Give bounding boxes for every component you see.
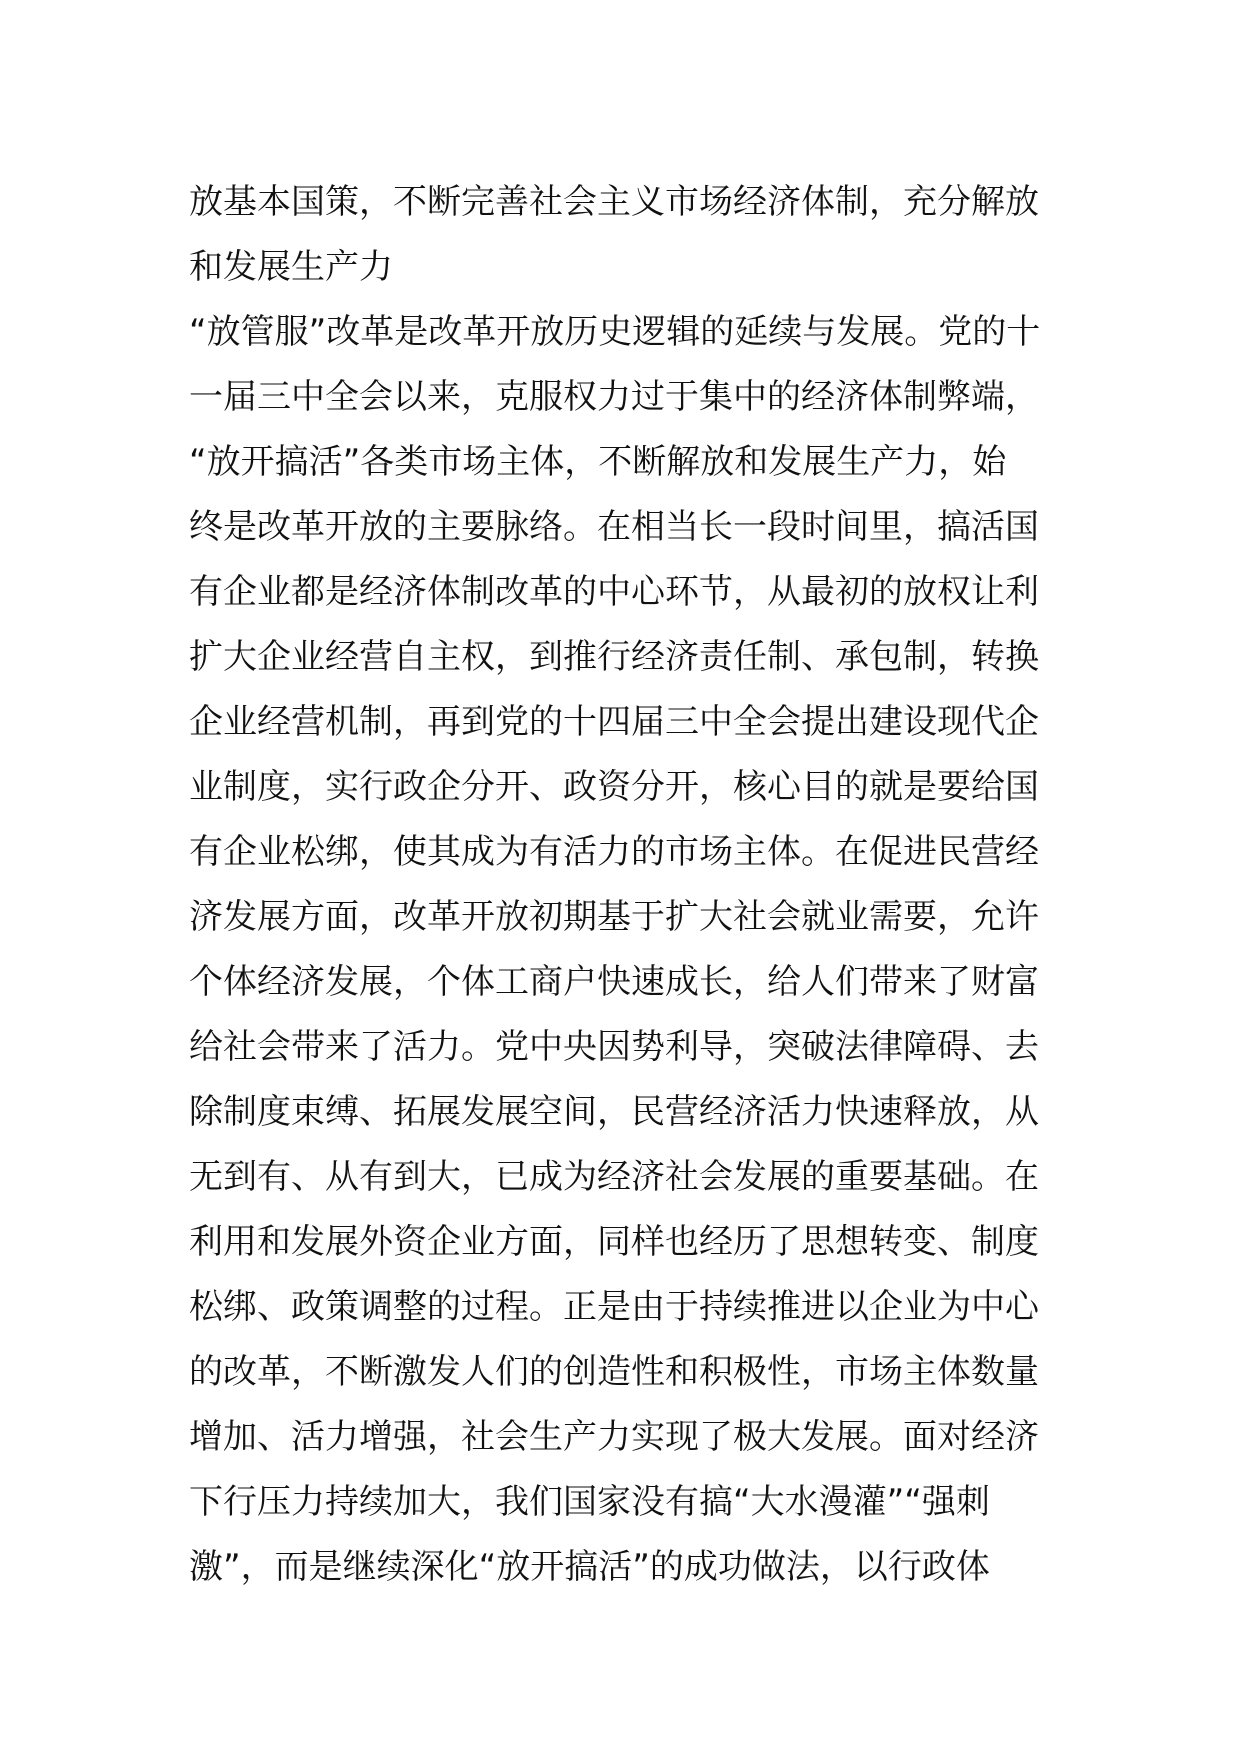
- text-line: 有企业都是经济体制改革的中心环节，从最初的放权让利: [189, 572, 1039, 612]
- text-line: 有企业松绑，使其成为有活力的市场主体。在促进民营经: [189, 832, 1039, 872]
- text-line: 个体经济发展，个体工商户快速成长，给人们带来了财富: [189, 962, 1039, 1002]
- text-line: 终是改革开放的主要脉络。在相当长一段时间里，搞活国: [189, 507, 1039, 547]
- text-line: 下行压力持续加大，我们国家没有搞“大水漫灌”“强刺: [189, 1482, 990, 1522]
- text-line: 利用和发展外资企业方面，同样也经历了思想转变、制度: [189, 1222, 1039, 1262]
- text-line: 放基本国策，不断完善社会主义市场经济体制，充分解放: [189, 182, 1039, 222]
- text-line: 一届三中全会以来，克服权力过于集中的经济体制弊端，: [189, 377, 1039, 417]
- text-line: “放开搞活”各类市场主体，不断解放和发展生产力，始: [189, 442, 1007, 482]
- text-line: 济发展方面，改革开放初期基于扩大社会就业需要，允许: [189, 897, 1039, 937]
- text-line: 除制度束缚、拓展发展空间，民营经济活力快速释放，从: [189, 1092, 1039, 1132]
- text-line: 无到有、从有到大，已成为经济社会发展的重要基础。在: [189, 1157, 1039, 1197]
- text-line: 扩大企业经营自主权，到推行经济责任制、承包制，转换: [189, 637, 1039, 677]
- text-line: “放管服”改革是改革开放历史逻辑的延续与发展。党的十: [189, 312, 1041, 352]
- text-line: 激”，而是继续深化“放开搞活”的成功做法，以行政体: [189, 1547, 990, 1587]
- text-line: 松绑、政策调整的过程。正是由于持续推进以企业为中心: [189, 1287, 1039, 1327]
- text-line: 增加、活力增强，社会生产力实现了极大发展。面对经济: [189, 1417, 1039, 1457]
- text-line: 给社会带来了活力。党中央因势利导，突破法律障碍、去: [189, 1027, 1039, 1067]
- text-line: 的改革，不断激发人们的创造性和积极性，市场主体数量: [189, 1352, 1039, 1392]
- text-line: 业制度，实行政企分开、政资分开，核心目的就是要给国: [189, 767, 1039, 807]
- body-text: [189, 170, 1059, 1600]
- text-line: 企业经营机制，再到党的十四届三中全会提出建设现代企: [189, 702, 1039, 742]
- text-line: 和发展生产力: [189, 247, 393, 287]
